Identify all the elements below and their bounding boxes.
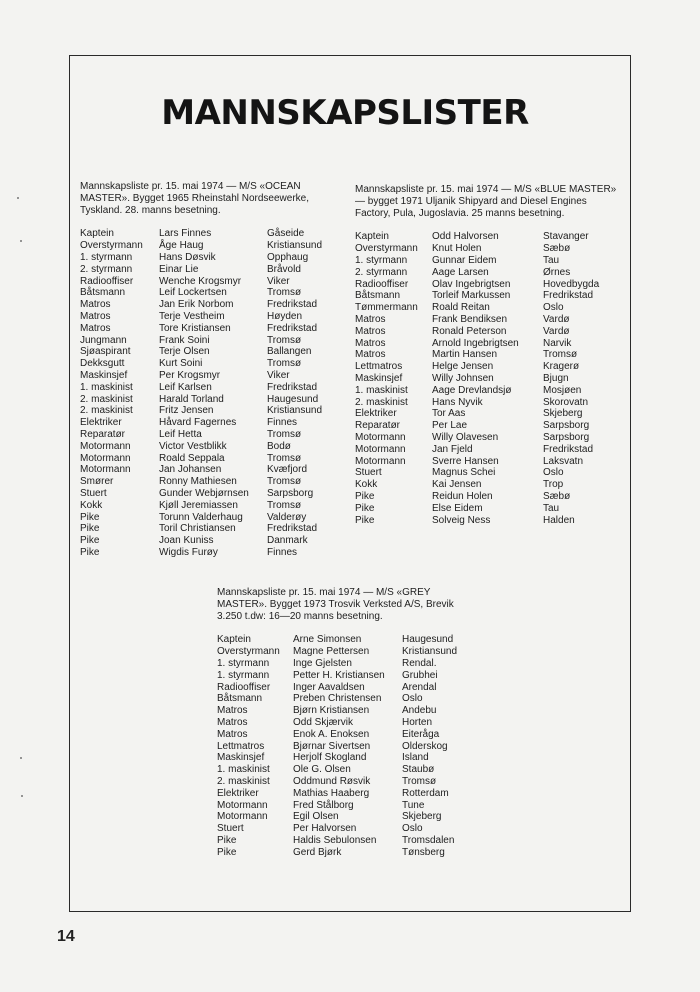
crew-name: Kai Jensen: [432, 479, 482, 491]
crew-name: Arnold Ingebrigtsen: [432, 337, 519, 349]
crew-name: Tore Kristiansen: [159, 322, 231, 334]
crew-name: Bjørn Kristiansen: [293, 705, 370, 717]
crew-role: Matros: [217, 716, 248, 728]
crew-role: Elektriker: [355, 408, 397, 420]
crew-home-column: [543, 231, 617, 526]
crew-role-column: [217, 634, 293, 858]
crew-name: Jan Johansen: [159, 464, 222, 476]
crew-name: Aage Larsen: [432, 266, 489, 278]
crew-home: Tromsø: [267, 476, 302, 488]
ship-section-grey-master: [217, 587, 477, 859]
crew-name: Odd Skjærvik: [293, 716, 354, 728]
crew-role: Radiooffiser: [217, 681, 271, 693]
crew-home: Kragerø: [543, 361, 580, 373]
crew-role: Motormann: [217, 799, 268, 811]
crew-name: Jan Fjeld: [432, 443, 473, 455]
crew-name: Else Eidem: [432, 502, 483, 514]
crew-role: Pike: [80, 535, 100, 547]
crew-name: Tor Aas: [432, 408, 466, 420]
crew-role: Motormann: [80, 452, 131, 464]
crew-name: Egil Olsen: [293, 811, 339, 823]
crew-role: 1. styrmann: [355, 254, 408, 266]
crew-name-column: [432, 231, 543, 526]
crew-name: Hans Nyvik: [432, 396, 483, 408]
crew-name: Enok A. Enoksen: [293, 728, 370, 740]
crew-home: Oslo: [402, 693, 423, 705]
page-title: MANNSKAPSLISTER: [161, 93, 529, 133]
crew-home: Narvik: [543, 337, 572, 349]
crew-role: Stuert: [80, 487, 107, 499]
crew-role: 2. maskinist: [80, 393, 133, 405]
crew-role: Matros: [355, 325, 386, 337]
crew-home: Eiteråga: [402, 728, 440, 740]
scan-mark: [20, 757, 22, 759]
crew-name: Bjørnar Sivertsen: [293, 740, 371, 752]
crew-name: Helge Jensen: [432, 361, 494, 373]
crew-home: Fredrikstad: [267, 381, 318, 393]
crew-role: 1. maskinist: [355, 384, 408, 396]
crew-role: Elektriker: [217, 787, 259, 799]
crew-role: 1. maskinist: [80, 381, 133, 393]
crew-home: Valderøy: [267, 511, 307, 523]
crew-home: Opphaug: [267, 251, 309, 263]
crew-name: Preben Christensen: [293, 693, 382, 705]
crew-role: Motormann: [355, 443, 406, 455]
crew-home: Viker: [267, 369, 290, 381]
crew-home: Ørnes: [543, 266, 571, 278]
ship-intro: Mannskapsliste pr. 15. mai 1974 — M/S «OCEAN MASTER». Bygget 1965 Rheinstahl Nordseewerke, Tyskland. 28. manns besetning.: [80, 181, 310, 216]
crew-home: Tromsø: [267, 358, 302, 370]
crew-role: 1. maskinist: [217, 764, 270, 776]
crew-name: Gerd Bjørk: [293, 846, 342, 858]
crew-role: Pike: [355, 514, 375, 526]
crew-role: 1. styrmann: [217, 669, 270, 681]
crew-home: Sarpsborg: [543, 431, 590, 443]
crew-name: Roald Reitan: [432, 302, 490, 314]
crew-home: Finnes: [267, 546, 298, 558]
crew-name: Frank Bendiksen: [432, 313, 508, 325]
crew-role: Tømmermann: [355, 302, 418, 314]
crew-name: Ronald Peterson: [432, 325, 507, 337]
crew-name: Victor Vestblikk: [159, 440, 227, 452]
crew-role: Overstyrmann: [355, 243, 418, 255]
crew-role: 2. maskinist: [80, 405, 133, 417]
crew-role: Pike: [80, 546, 100, 558]
crew-name: Solveig Ness: [432, 514, 491, 526]
crew-home: Trop: [543, 479, 564, 491]
crew-role: Pike: [355, 490, 375, 502]
crew-home: Staubø: [402, 764, 435, 776]
crew-name: Lars Finnes: [159, 228, 212, 240]
crew-role: Kokk: [80, 499, 103, 511]
crew-name: Kjøll Jeremiassen: [159, 499, 238, 511]
crew-role: Matros: [80, 322, 111, 334]
crew-role: Kaptein: [217, 634, 251, 646]
crew-role: Pike: [355, 502, 375, 514]
crew-name: Joan Kuniss: [159, 535, 214, 547]
crew-name: Håvard Fagernes: [159, 417, 237, 429]
crew-name: Wigdis Furøy: [159, 546, 218, 558]
scan-mark: [20, 240, 22, 242]
crew-role: Båtsmann: [217, 693, 263, 705]
crew-role: Reparatør: [80, 428, 126, 440]
crew-role: 1. styrmann: [217, 657, 270, 669]
crew-home: Tau: [543, 254, 560, 266]
crew-role: Maskinsjef: [80, 369, 128, 381]
crew-name: Hans Døsvik: [159, 251, 216, 263]
crew-home: Bodø: [267, 440, 291, 452]
crew-home: Ballangen: [267, 346, 312, 358]
crew-role: Kaptein: [80, 228, 114, 240]
crew-role: Stuert: [355, 467, 382, 479]
crew-name: Per Lae: [432, 420, 468, 432]
crew-home: Skjeberg: [543, 408, 583, 420]
crew-role: Kaptein: [355, 231, 389, 243]
crew-name: Arne Simonsen: [293, 634, 362, 646]
crew-name: Willy Olavesen: [432, 431, 499, 443]
crew-home: Haugesund: [267, 393, 319, 405]
crew-role: Motormann: [80, 464, 131, 476]
crew-name: Haldis Sebulonsen: [293, 834, 377, 846]
crew-name: Inger Aavaldsen: [293, 681, 365, 693]
crew-home: Oslo: [543, 467, 564, 479]
crew-home: Rendal.: [402, 657, 437, 669]
crew-role: 2. styrmann: [80, 263, 133, 275]
crew-home: Kristiansund: [402, 646, 458, 658]
crew-home: Andebu: [402, 705, 437, 717]
crew-name: Einar Lie: [159, 263, 199, 275]
crew-list: [217, 634, 477, 858]
crew-name: Kurt Soini: [159, 358, 203, 370]
crew-home: Kristiansund: [267, 240, 323, 252]
crew-name: Gunder Webjørnsen: [159, 487, 249, 499]
crew-role: Matros: [217, 705, 248, 717]
crew-role: Maskinsjef: [217, 752, 265, 764]
crew-name: Magne Pettersen: [293, 646, 370, 658]
crew-home: Tromsdalen: [402, 834, 455, 846]
crew-role: Pike: [217, 834, 237, 846]
crew-name: Roald Seppala: [159, 452, 225, 464]
crew-role: Reparatør: [355, 420, 401, 432]
crew-role: Lettmatros: [355, 361, 403, 373]
crew-name: Aage Drevlandsjø: [432, 384, 512, 396]
crew-home: Bråvold: [267, 263, 301, 275]
crew-home: Mosjøen: [543, 384, 582, 396]
crew-home: Tau: [543, 502, 560, 514]
crew-name: Wenche Krogsmyr: [159, 275, 242, 287]
crew-name: Sverre Hansen: [432, 455, 499, 467]
crew-role: Matros: [80, 310, 111, 322]
crew-home: Tromsø: [267, 499, 302, 511]
crew-name: Toril Christiansen: [159, 523, 236, 535]
crew-name: Willy Johnsen: [432, 372, 494, 384]
crew-home: Fredrikstad: [543, 290, 594, 302]
crew-name: Mathias Haaberg: [293, 787, 370, 799]
crew-role: Overstyrmann: [217, 646, 280, 658]
crew-role-column: [355, 231, 432, 526]
crew-home: Tromsø: [543, 349, 578, 361]
crew-name-column: [293, 634, 402, 858]
crew-name: Terje Vestheim: [159, 310, 225, 322]
crew-home: Viker: [267, 275, 290, 287]
crew-home: Rotterdam: [402, 787, 449, 799]
crew-role: Stuert: [217, 823, 244, 835]
crew-name: Herjolf Skogland: [293, 752, 367, 764]
crew-role: Motormann: [217, 811, 268, 823]
crew-home: Fredrikstad: [267, 322, 318, 334]
crew-name: Ronny Mathiesen: [159, 476, 237, 488]
crew-role: Radiooffiser: [80, 275, 134, 287]
crew-home: Tromsø: [267, 428, 302, 440]
crew-role: 2. maskinist: [355, 396, 408, 408]
crew-role: 1. styrmann: [80, 251, 133, 263]
crew-home: Grubhei: [402, 669, 438, 681]
crew-role: Matros: [80, 299, 111, 311]
crew-name: Torunn Valderhaug: [159, 511, 243, 523]
crew-home-column: [267, 228, 342, 558]
crew-role: 2. maskinist: [217, 775, 270, 787]
crew-name: Magnus Schei: [432, 467, 496, 479]
crew-name: Per Krogsmyr: [159, 369, 221, 381]
page-number: 14: [57, 928, 75, 945]
crew-role: Pike: [80, 523, 100, 535]
scan-mark: [21, 795, 23, 797]
crew-name: Fritz Jensen: [159, 405, 214, 417]
crew-role: Pike: [80, 511, 100, 523]
scan-mark: [17, 197, 19, 199]
crew-home: Sæbø: [543, 243, 571, 255]
crew-home: Tromsø: [267, 334, 302, 346]
crew-name: Odd Halvorsen: [432, 231, 499, 243]
crew-home: Sæbø: [543, 490, 571, 502]
crew-role: Matros: [355, 349, 386, 361]
crew-home: Tromsø: [402, 775, 437, 787]
crew-role: Smører: [80, 476, 114, 488]
crew-home: Bjugn: [543, 372, 569, 384]
crew-name-column: [159, 228, 267, 558]
crew-name: Olav Ingebrigtsen: [432, 278, 511, 290]
crew-name: Fred Stålborg: [293, 799, 354, 811]
crew-home: Fredrikstad: [267, 299, 318, 311]
crew-role: Sjøaspirant: [80, 346, 131, 358]
crew-home: Island: [402, 752, 429, 764]
crew-home: Halden: [543, 514, 575, 526]
crew-home: Oslo: [402, 823, 423, 835]
crew-home: Stavanger: [543, 231, 589, 243]
crew-list: [355, 231, 617, 526]
crew-home: Høyden: [267, 310, 303, 322]
crew-role: Dekksgutt: [80, 358, 125, 370]
crew-role: Kokk: [355, 479, 378, 491]
crew-role: Matros: [355, 337, 386, 349]
crew-home: Skorovatn: [543, 396, 589, 408]
crew-name: Leif Karlsen: [159, 381, 212, 393]
crew-home: Danmark: [267, 535, 308, 547]
crew-home: Tromsø: [267, 287, 302, 299]
crew-home: Laksvatn: [543, 455, 584, 467]
crew-role: Radiooffiser: [355, 278, 409, 290]
crew-home: Gåseide: [267, 228, 305, 240]
crew-name: Ole G. Olsen: [293, 764, 351, 776]
ship-intro: Mannskapsliste pr. 15. mai 1974 — M/S «GREY MASTER». Bygget 1973 Trosvik Verksted A/S, Brevik 3.250 t.dw: 16—20 manns besetning.: [217, 587, 454, 622]
crew-home-column: [402, 634, 477, 858]
crew-home: Sarpsborg: [267, 487, 314, 499]
crew-name: Leif Lockertsen: [159, 287, 227, 299]
crew-home: Fredrikstad: [543, 443, 594, 455]
crew-home: Skjeberg: [402, 811, 442, 823]
crew-name: Knut Holen: [432, 243, 482, 255]
crew-role: Motormann: [355, 455, 406, 467]
crew-home: Arendal: [402, 681, 437, 693]
crew-role: Overstyrmann: [80, 240, 143, 252]
crew-home: Sarpsborg: [543, 420, 590, 432]
crew-home: Tromsø: [267, 452, 302, 464]
crew-role: 2. styrmann: [355, 266, 408, 278]
crew-name: Oddmund Røsvik: [293, 775, 371, 787]
crew-name: Jan Erik Norbom: [159, 299, 234, 311]
crew-role: Jungmann: [80, 334, 127, 346]
crew-role: Matros: [217, 728, 248, 740]
crew-role: Pike: [217, 846, 237, 858]
crew-name: Petter H. Kristiansen: [293, 669, 385, 681]
crew-name: Inge Gjelsten: [293, 657, 352, 669]
crew-role-column: [80, 228, 159, 558]
crew-home: Finnes: [267, 417, 298, 429]
crew-name: Åge Haug: [159, 240, 204, 252]
ship-intro: Mannskapsliste pr. 15. mai 1974 — M/S «BLUE MASTER» — bygget 1971 Uljanik Shipyard and Diesel Engines Factory, Pula, Jugoslavia. 25 manns besetning.: [355, 184, 617, 219]
crew-role: Lettmatros: [217, 740, 265, 752]
ship-section-blue-master: [355, 184, 617, 526]
crew-name: Reidun Holen: [432, 490, 493, 502]
crew-role: Matros: [355, 313, 386, 325]
crew-role: Elektriker: [80, 417, 122, 429]
crew-home: Vardø: [543, 325, 570, 337]
crew-home: Fredrikstad: [267, 523, 318, 535]
crew-home: Kristiansund: [267, 405, 323, 417]
crew-name: Harald Torland: [159, 393, 224, 405]
crew-home: Horten: [402, 716, 433, 728]
crew-home: Oslo: [543, 302, 564, 314]
crew-name: Gunnar Eidem: [432, 254, 497, 266]
crew-home: Kvæfjord: [267, 464, 308, 476]
crew-home: Vardø: [543, 313, 570, 325]
crew-name: Terje Olsen: [159, 346, 210, 358]
crew-name: Torleif Markussen: [432, 290, 511, 302]
crew-list: [80, 228, 342, 558]
crew-name: Leif Hetta: [159, 428, 202, 440]
crew-home: Tune: [402, 799, 425, 811]
crew-role: Motormann: [355, 431, 406, 443]
crew-role: Motormann: [80, 440, 131, 452]
ship-section-ocean-master: [80, 181, 342, 559]
crew-home: Hovedbygda: [543, 278, 600, 290]
crew-home: Olderskog: [402, 740, 448, 752]
crew-name: Frank Soini: [159, 334, 210, 346]
crew-home: Tønsberg: [402, 846, 445, 858]
crew-home: Haugesund: [402, 634, 454, 646]
crew-role: Båtsmann: [355, 290, 401, 302]
crew-name: Martin Hansen: [432, 349, 498, 361]
crew-role: Båtsmann: [80, 287, 126, 299]
crew-name: Per Halvorsen: [293, 823, 357, 835]
crew-role: Maskinsjef: [355, 372, 403, 384]
